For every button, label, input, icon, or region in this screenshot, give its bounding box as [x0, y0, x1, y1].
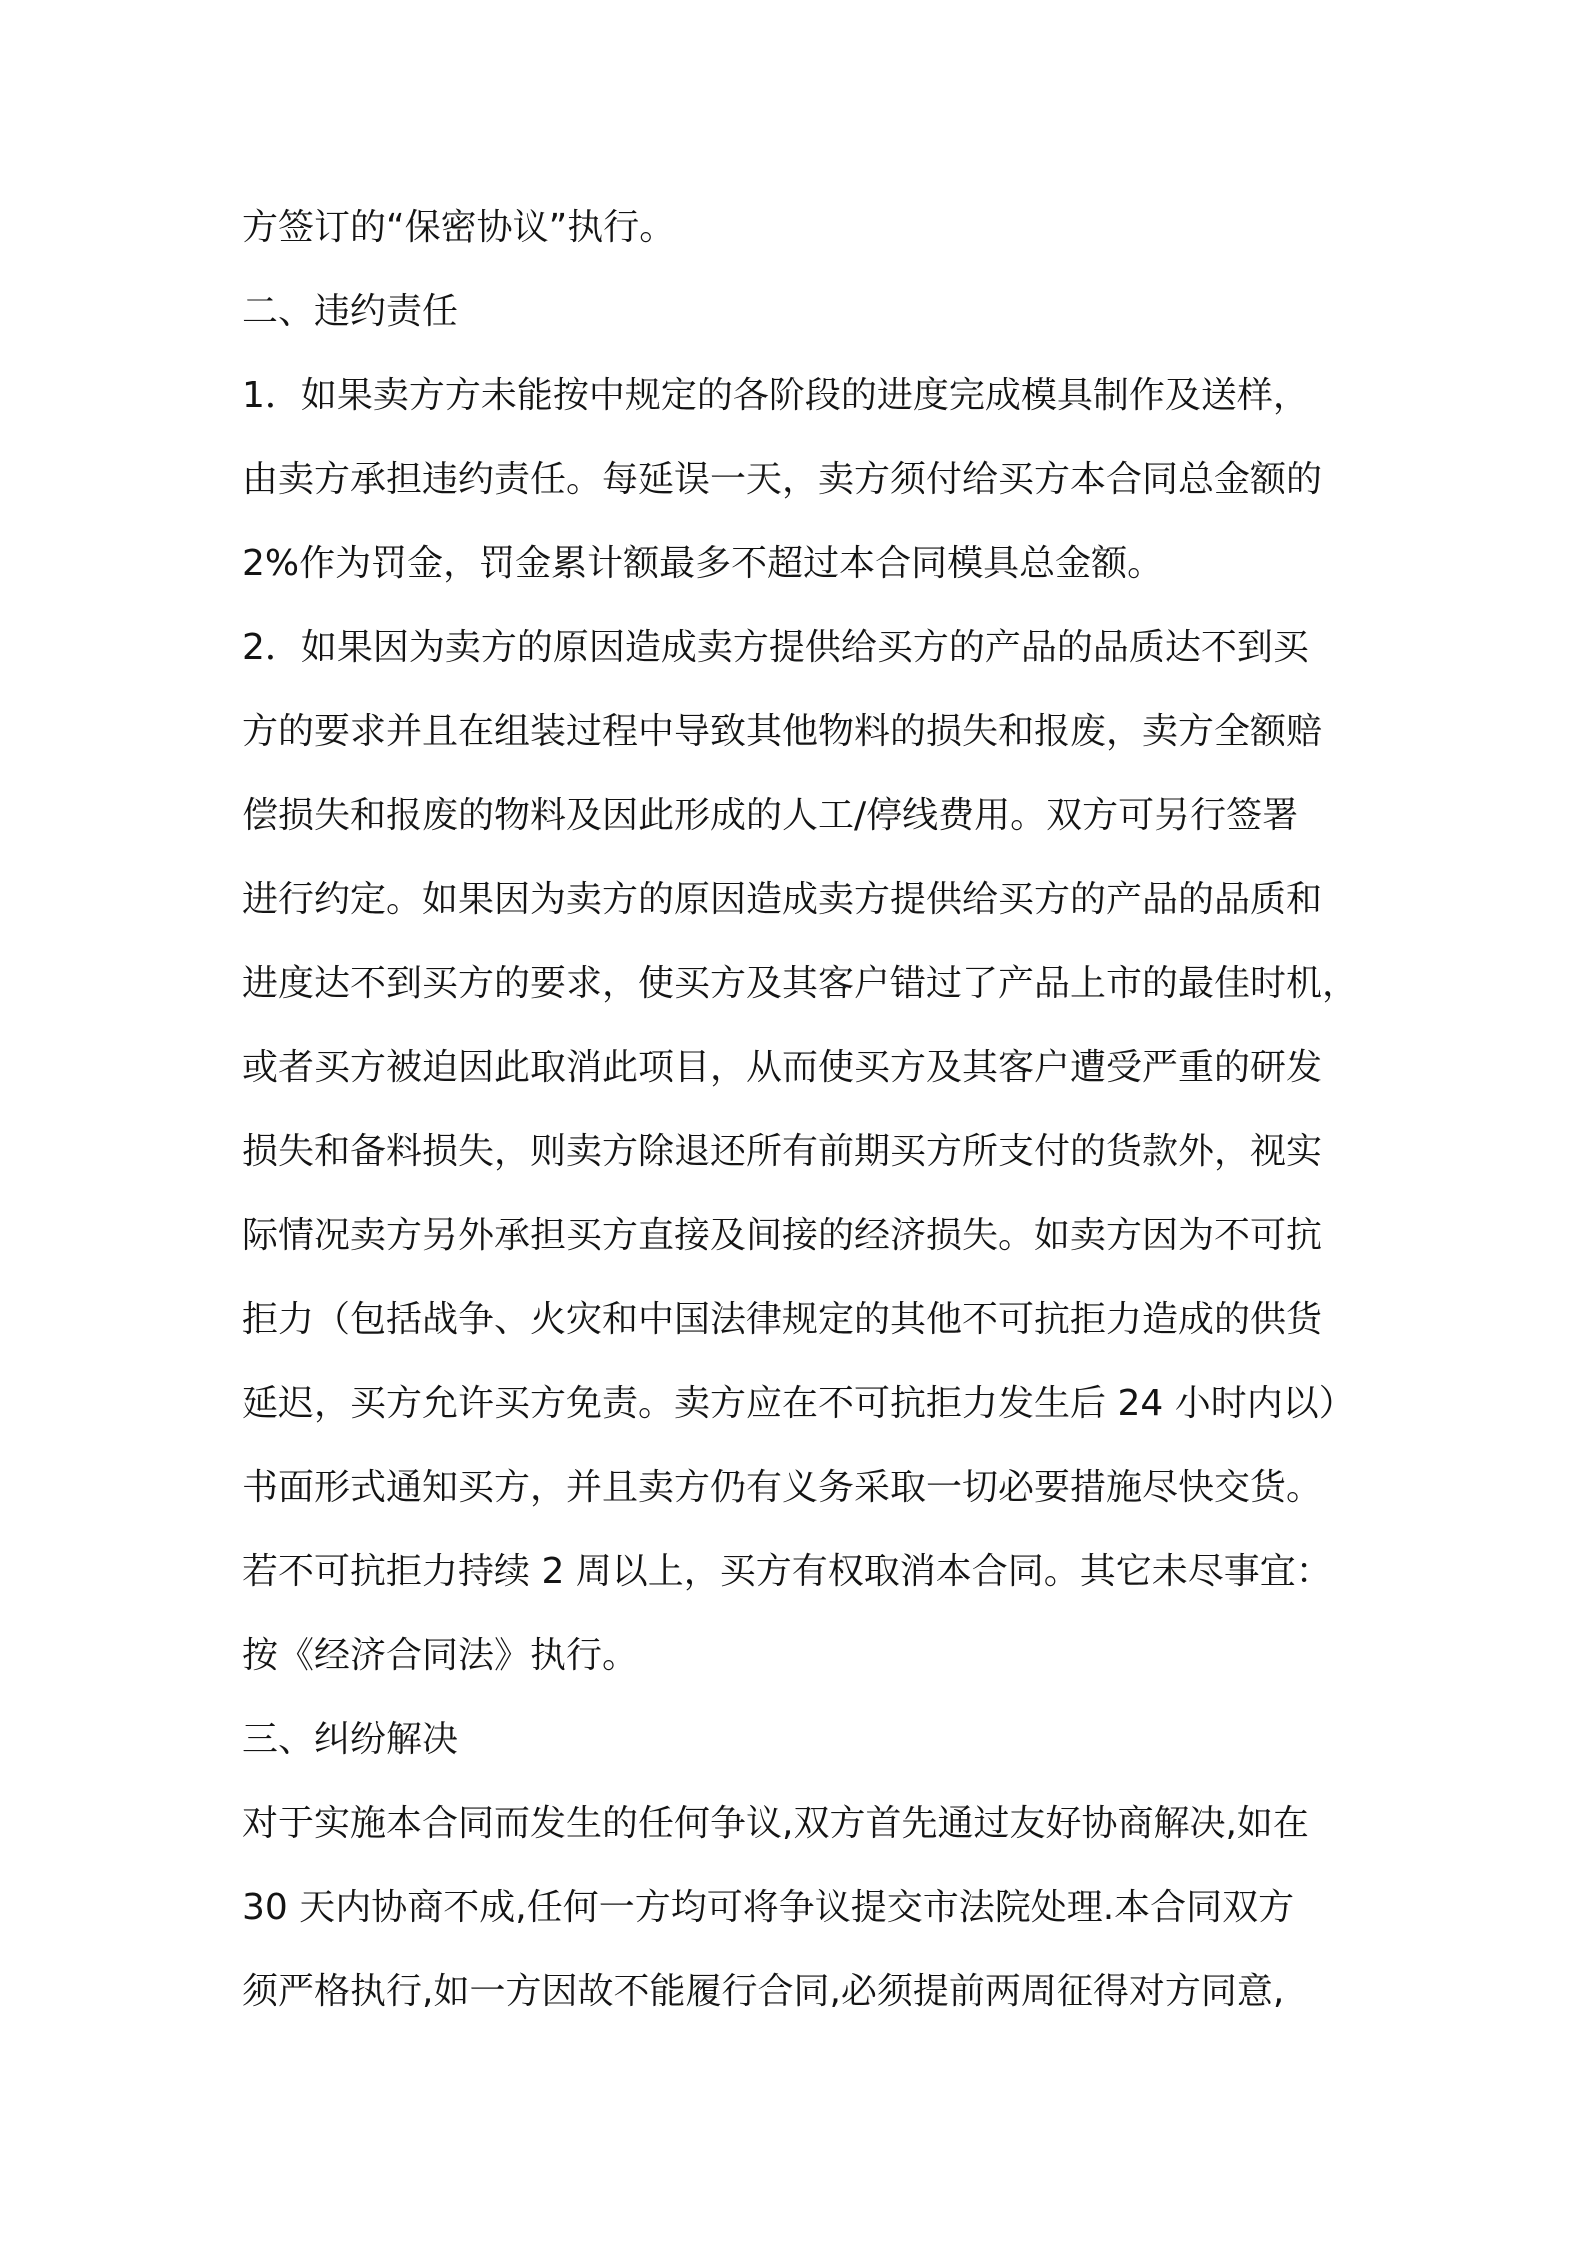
- section-heading: 三、纠纷解决: [242, 1719, 459, 1760]
- text-line: 损失和备料损失，则卖方除退还所有前期买方所支付的货款外，视实: [242, 1131, 1323, 1172]
- text-line: 进度达不到买方的要求，使买方及其客户错过了产品上市的最佳时机，: [242, 963, 1359, 1004]
- text-line: 书面形式通知买方，并且卖方仍有义务采取一切必要措施尽快交货。: [242, 1467, 1323, 1508]
- text-line: 由卖方承担违约责任。每延误一天，卖方须付给买方本合同总金额的: [242, 459, 1323, 500]
- text-line: 2%作为罚金，罚金累计额最多不超过本合同模具总金额。: [242, 543, 1164, 584]
- text-line: 方的要求并且在组装过程中导致其他物料的损失和报废，卖方全额赔: [242, 711, 1323, 752]
- text-line: 须严格执行,如一方因故不能履行合同,必须提前两周征得对方同意,: [242, 1971, 1285, 2012]
- text-line: 按《经济合同法》执行。: [242, 1635, 639, 1676]
- text-line: 延迟，买方允许买方免责。卖方应在不可抗拒力发生后 24 小时内以）: [242, 1383, 1355, 1424]
- text-line: 偿损失和报废的物料及因此形成的人工/停线费用。双方可另行签署: [242, 795, 1299, 836]
- section-heading: 二、违约责任: [242, 291, 459, 332]
- text-line: 进行约定。如果因为卖方的原因造成卖方提供给买方的产品的品质和: [242, 879, 1323, 920]
- text-line: 对于实施本合同而发生的任何争议,双方首先通过友好协商解决,如在: [242, 1803, 1309, 1844]
- text-line: 或者买方被迫因此取消此项目，从而使买方及其客户遭受严重的研发: [242, 1047, 1323, 1088]
- text-line: 际情况卖方另外承担买方直接及间接的经济损失。如卖方因为不可抗: [242, 1215, 1323, 1256]
- text-line: 1．如果卖方方未能按中规定的各阶段的进度完成模具制作及送样，: [242, 375, 1309, 416]
- text-line: 2．如果因为卖方的原因造成卖方提供给买方的产品的品质达不到买: [242, 627, 1309, 668]
- text-line: 拒力（包括战争、火灾和中国法律规定的其他不可抗拒力造成的供货: [242, 1299, 1323, 1340]
- text-line: 30 天内协商不成,任何一方均可将争议提交市法院处理.本合同双方: [242, 1887, 1295, 1928]
- text-line: 若不可抗拒力持续 2 周以上，买方有权取消本合同。其它未尽事宜：: [242, 1551, 1332, 1592]
- text-line: 方签订的“保密协议”执行。: [242, 207, 676, 248]
